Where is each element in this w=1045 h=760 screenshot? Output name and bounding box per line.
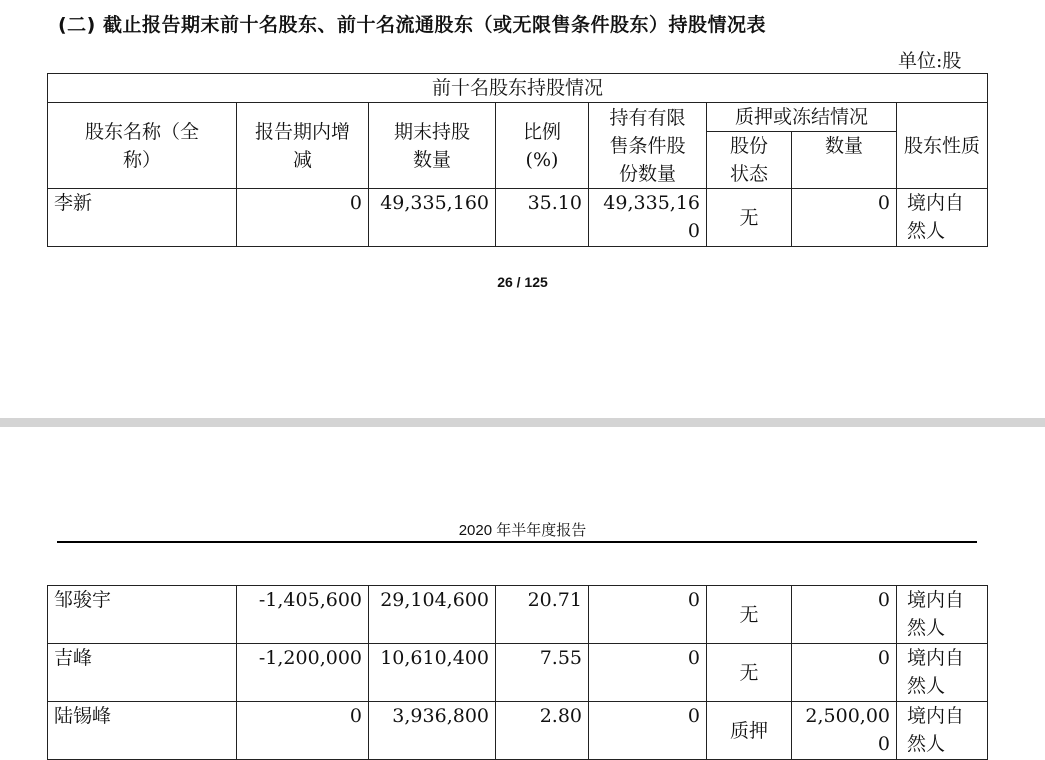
header-nature: 股东性质	[897, 103, 988, 189]
cell-nature: 境内自然人	[897, 702, 988, 760]
header-ratio: 比例(%)	[496, 103, 589, 189]
cell-pledge-status: 无	[707, 586, 792, 644]
cell-ratio: 35.10	[496, 189, 589, 247]
cell-pledge-status: 质押	[707, 702, 792, 760]
cell-ratio: 20.71	[496, 586, 589, 644]
cell-name: 吉峰	[48, 644, 237, 702]
cell-pledge-qty: 2,500,000	[792, 702, 897, 760]
cell-restricted: 49,335,160	[589, 189, 707, 247]
table-row	[48, 644, 988, 702]
cell-change: 0	[237, 702, 369, 760]
section-title: (二) 截止报告期末前十名股东、前十名流通股东（或无限售条件股东）持股情况表	[58, 14, 766, 36]
shareholder-table-part-2	[47, 585, 988, 760]
page-separator	[0, 418, 1045, 427]
header-change: 报告期内增减	[237, 103, 369, 189]
cell-pledge-qty: 0	[792, 189, 897, 247]
cell-restricted: 0	[589, 644, 707, 702]
header-rule	[57, 541, 977, 543]
header-pledge-qty: 数量	[792, 132, 897, 189]
cell-ratio: 2.80	[496, 702, 589, 760]
cell-nature: 境内自然人	[897, 644, 988, 702]
cell-pledge-status: 无	[707, 644, 792, 702]
header-restricted: 持有有限售条件股份数量	[589, 103, 707, 189]
cell-shares: 29,104,600	[369, 586, 496, 644]
header-pledge-status: 股份状态	[707, 132, 792, 189]
cell-pledge-status: 无	[707, 189, 792, 247]
table-caption: 前十名股东持股情况	[48, 74, 988, 103]
cell-name: 邹骏宇	[48, 586, 237, 644]
document-page-2	[0, 427, 1045, 759]
cell-change: -1,200,000	[237, 644, 369, 702]
cell-name: 李新	[48, 189, 237, 247]
header-shares: 期末持股数量	[369, 103, 496, 189]
cell-shares: 49,335,160	[369, 189, 496, 247]
table-row	[48, 586, 988, 644]
header-pledge-group: 质押或冻结情况	[707, 103, 897, 132]
table-row	[48, 189, 988, 247]
cell-nature: 境内自然人	[897, 586, 988, 644]
header-name: 股东名称（全称）	[48, 103, 237, 189]
running-header: 2020 年半年度报告	[458, 522, 587, 539]
unit-label: 单位:股	[898, 50, 962, 72]
cell-restricted: 0	[589, 586, 707, 644]
cell-change: -1,405,600	[237, 586, 369, 644]
cell-shares: 10,610,400	[369, 644, 496, 702]
page-number: 26 / 125	[497, 274, 548, 290]
cell-pledge-qty: 0	[792, 586, 897, 644]
cell-ratio: 7.55	[496, 644, 589, 702]
table-row	[48, 702, 988, 760]
shareholder-table-part-1	[47, 73, 988, 247]
cell-change: 0	[237, 189, 369, 247]
cell-restricted: 0	[589, 702, 707, 760]
cell-shares: 3,936,800	[369, 702, 496, 760]
cell-name: 陆锡峰	[48, 702, 237, 760]
cell-pledge-qty: 0	[792, 644, 897, 702]
cell-nature: 境内自然人	[897, 189, 988, 247]
